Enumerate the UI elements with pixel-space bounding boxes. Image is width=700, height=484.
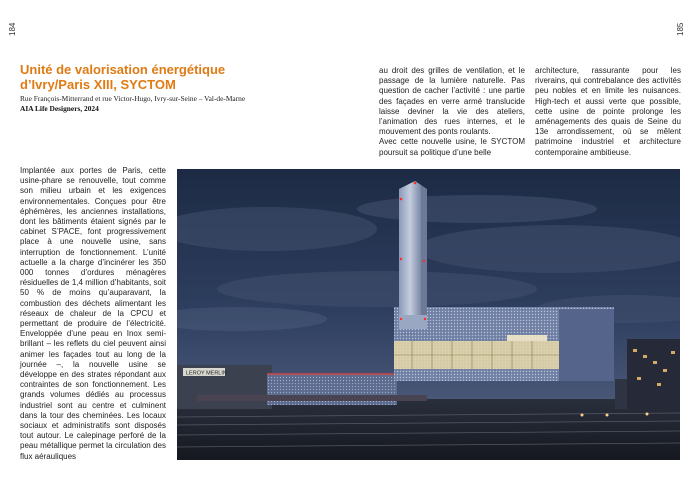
middle-paragraph-2: Avec cette nouvelle usine, le SYCTOM poursuit sa politique d’une belle — [379, 137, 525, 157]
title-line-1: Unité de valorisation énergétique — [20, 62, 226, 77]
page-number-left: 184 — [8, 22, 17, 36]
middle-paragraph-1: au droit des grilles de ventilation, et le passage de la lumière naturelle. Pas question de cacher l’activité : une partie des façades en verre armé translucide laisse deviner la vie des ateliers, l’animation des rues internes, et le mouvement des ponts roulants. — [379, 66, 525, 137]
body-column-middle — [379, 66, 525, 158]
article-title — [20, 62, 280, 92]
page-number-right: 185 — [676, 22, 685, 36]
fence — [197, 395, 427, 401]
chimney-tower — [399, 181, 427, 329]
warehouse-sign: LEROY MERLIN — [186, 370, 227, 377]
title-line-2: d’Ivry/Paris XIII, SYCTOM — [20, 77, 176, 92]
project-address: Rue François-Mitterrand et rue Victor-Hugo, Ivry-sur-Seine – Val-de-Marne — [20, 94, 246, 103]
body-column-right: architecture, rassurante pour les riverains, qui contrebalance des activités peu nobles et en limite les nuisances. High-tech et aussi verte que possible, cette usine de pointe prolonge les aménagements des quais de Seine du 13e arrondissement, où se mêlent patrimoine industriel et architecture contemporaine ambitieuse. — [535, 66, 681, 157]
warehouse-left — [177, 365, 272, 409]
body-column-left: Implantée aux portes de Paris, cette usine-phare se renouvelle, tout comme son milieu urbain et les exigences environnementales. Conçues pour être éphémères, les anciennes installations, dont les bâtiments étaient signés par le cabinet S’PACE, font progressivement place à une nouvelle usine, sans interruption de fonctionnement. L’unité actuelle a la charge d’incinérer les 350 000 tonnes d’ordures ménagères résiduelles de 1,4 million d’habitants, soit 50 % de moins qu’auparavant, la combustion des déchets alimentant les réseaux de chaleur de la CPCU et permettant de produire de l’électricité. Enveloppée d’une peau en Inox semi-brillant – les reflets du ciel peuvent ainsi animer les façades tout au long de la journée –, la nouvelle usine se développe en des strates répondant aux contraintes de son fonctionnement. Les grands volumes dédiés au processus industriel sont au centre et culminent dans la tour des cheminées. Les locaux sociaux et administratifs sont disposés tout autour. Le calepinage perforé de la peau métallique permet la circulation des flux aérauliques — [20, 166, 166, 461]
night-photo-incineration-plant — [177, 169, 680, 460]
project-architect: AIA Life Designers, 2024 — [20, 104, 99, 113]
